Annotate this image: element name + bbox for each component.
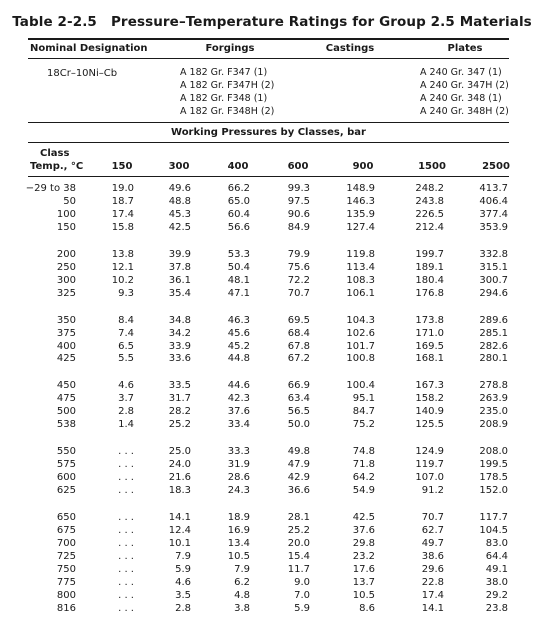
table-row (0, 406, 544, 419)
pressure-cell: 48.8 (168, 195, 191, 207)
pressure-cell: 23.8 (485, 602, 508, 614)
pressure-cell: 29.8 (352, 537, 375, 549)
pressure-cell: 49.8 (287, 446, 310, 458)
table-row (0, 459, 544, 472)
temperature-cell: 750 (56, 563, 76, 575)
table-row (0, 249, 544, 262)
pressure-cell: 66.2 (227, 183, 250, 194)
header-nominal: Nominal Designation (30, 43, 148, 54)
pressure-cell: 208.0 (479, 446, 508, 458)
pressure-cell: 3.5 (175, 589, 191, 601)
pressure-cell: 17.6 (352, 563, 375, 575)
pressure-cell: 44.6 (227, 380, 250, 392)
table-row (0, 275, 544, 288)
pressure-cell: 140.9 (415, 406, 444, 418)
pressure-cell: 68.4 (287, 327, 310, 339)
temperature-cell: 625 (56, 485, 76, 497)
pressure-cell: . . . (118, 524, 134, 536)
class-header: 2500 (482, 161, 510, 172)
temperature-cell: 650 (56, 512, 76, 523)
pressure-cell: 124.9 (415, 446, 444, 458)
pressure-cell: 54.9 (352, 485, 375, 497)
pressure-cell: . . . (118, 472, 134, 484)
pressure-cell: 119.8 (346, 248, 375, 260)
header-plates: Plates (447, 43, 483, 54)
pressure-cell: 34.8 (168, 314, 191, 326)
pressure-cell: 199.5 (479, 459, 508, 471)
pressure-cell: 9.0 (294, 576, 310, 588)
pressure-cell: 99.3 (287, 183, 310, 194)
pressure-cell: 47.1 (227, 287, 250, 299)
pressure-cell: 64.2 (352, 472, 375, 484)
pressure-cell: 406.4 (479, 195, 508, 207)
temperature-cell: 550 (56, 446, 76, 458)
pressure-cell: 106.1 (346, 287, 375, 299)
pressure-cell: . . . (118, 589, 134, 601)
table-row (0, 262, 544, 275)
table-title: Pressure–Temperature Ratings for Group 2.5 Materials (110, 14, 532, 30)
pressure-cell: 13.7 (352, 576, 375, 588)
temp-label: Temp., °C (30, 161, 84, 172)
pressure-cell: 180.4 (415, 274, 444, 286)
pressure-cell: 33.4 (227, 419, 250, 431)
temperature-cell: 775 (56, 576, 76, 588)
pressure-cell: 18.9 (227, 512, 250, 523)
pressure-cell: 5.5 (118, 353, 134, 365)
class-headers (0, 161, 544, 174)
pressure-cell: 11.7 (287, 563, 310, 575)
pressure-cell: 24.3 (227, 485, 250, 497)
table-row (0, 472, 544, 485)
temperature-cell: 538 (56, 419, 76, 431)
plates-item: A 240 Gr. 347 (1) (420, 67, 502, 78)
pressure-cell: 19.0 (111, 183, 134, 194)
class-label: Class (40, 148, 70, 159)
pressure-cell: 45.2 (227, 340, 250, 352)
pressure-cell: 14.1 (168, 512, 191, 523)
header-castings: Castings (325, 43, 375, 54)
table-row (0, 341, 544, 354)
pressure-cell: 18.3 (168, 485, 191, 497)
pressure-cell: 7.4 (118, 327, 134, 339)
table-row (0, 315, 544, 328)
temperature-cell: 100 (56, 208, 76, 220)
pressure-cell: 49.6 (168, 183, 191, 194)
temperature-cell: 575 (56, 459, 76, 471)
temperature-cell: 375 (56, 327, 76, 339)
pressure-cell: 148.9 (346, 183, 375, 194)
pressure-cell: 113.4 (346, 261, 375, 273)
pressure-cell: 70.7 (287, 287, 310, 299)
pressure-cell: 125.5 (415, 419, 444, 431)
pressure-cell: 282.6 (479, 340, 508, 352)
pressure-cell: 64.4 (485, 550, 508, 562)
pressure-cell: 33.6 (168, 353, 191, 365)
pressure-cell: 62.7 (421, 524, 444, 536)
pressure-cell: 28.1 (287, 512, 310, 523)
pressure-cell: . . . (118, 512, 134, 523)
pressure-cell: 235.0 (479, 406, 508, 418)
pressure-cell: 101.7 (346, 340, 375, 352)
table-row (0, 380, 544, 393)
pressure-cell: 212.4 (415, 221, 444, 233)
nominal-designation: 18Cr–10Ni–Cb (47, 68, 118, 79)
pressure-cell: 2.8 (175, 602, 191, 614)
pressure-cell: 36.6 (287, 485, 310, 497)
pressure-cell: 285.1 (479, 327, 508, 339)
pressure-cell: 71.8 (352, 459, 375, 471)
pressure-cell: 332.8 (479, 248, 508, 260)
pressure-cell: 5.9 (175, 563, 191, 575)
forgings-item: A 182 Gr. F348H (2) (180, 105, 275, 117)
table-row (0, 577, 544, 590)
pressure-cell: 56.6 (227, 221, 250, 233)
pressure-cell: 49.1 (485, 563, 508, 575)
pressure-cell: 72.2 (287, 274, 310, 286)
forgings-item: A 182 Gr. F348 (1) (180, 92, 268, 104)
pressure-cell: 84.9 (287, 221, 310, 233)
table-row (0, 564, 544, 577)
pressure-cell: 1.4 (118, 419, 134, 431)
pressure-cell: 49.7 (421, 537, 444, 549)
pressure-cell: 22.8 (421, 576, 444, 588)
pressure-cell: 38.0 (485, 576, 508, 588)
pressure-cell: 75.6 (287, 261, 310, 273)
forgings-item: A 182 Gr. F347H (2) (180, 79, 275, 91)
pressure-cell: . . . (118, 563, 134, 575)
table-row (0, 419, 544, 432)
table-row (0, 446, 544, 459)
pressure-cell: 127.4 (346, 221, 375, 233)
pressure-cell: 171.0 (415, 327, 444, 339)
pressure-cell: 35.4 (168, 287, 191, 299)
pressure-cell: 353.9 (479, 221, 508, 233)
pressure-cell: 95.1 (352, 393, 375, 405)
pressure-cell: 37.6 (227, 406, 250, 418)
pressure-cell: 10.5 (352, 589, 375, 601)
table-row (0, 538, 544, 551)
temperature-cell: 600 (56, 472, 76, 484)
pressure-cell: . . . (118, 537, 134, 549)
temperature-cell: 325 (56, 287, 76, 299)
pressure-cell: 38.6 (421, 550, 444, 562)
plates-item: A 240 Gr. 347H (2) (420, 79, 509, 91)
pressure-cell: 12.1 (111, 261, 134, 273)
pressure-cell: 107.0 (415, 472, 444, 484)
pressure-cell: 56.5 (287, 406, 310, 418)
plates-item: A 240 Gr. 348 (1) (420, 92, 502, 104)
pressure-cell: 9.3 (118, 287, 134, 299)
pressure-cell: . . . (118, 485, 134, 497)
temperature-cell: 475 (56, 393, 76, 405)
pressure-cell: 13.8 (111, 248, 134, 260)
section-rule-bottom (28, 142, 509, 143)
temperature-cell: −29 to 38 (25, 183, 76, 194)
pressure-cell: 25.2 (168, 419, 191, 431)
pressure-cell: 248.2 (415, 183, 444, 194)
table-row (0, 603, 544, 616)
class-header: 600 (287, 161, 309, 172)
pressure-cell: 79.9 (287, 248, 310, 260)
header-forgings: Forgings (205, 43, 255, 54)
pressure-cell: 31.7 (168, 393, 191, 405)
pressure-cell: 20.0 (287, 537, 310, 549)
temperature-cell: 700 (56, 537, 76, 549)
pressure-cell: 4.8 (234, 589, 250, 601)
pressure-cell: 178.5 (479, 472, 508, 484)
header-rule (28, 58, 509, 59)
table-row (0, 353, 544, 366)
temperature-cell: 400 (56, 340, 76, 352)
pressure-cell: 4.6 (175, 576, 191, 588)
pressure-cell: 29.2 (485, 589, 508, 601)
pressure-cell: 3.8 (234, 602, 250, 614)
plates-item: A 240 Gr. 348H (2) (420, 105, 509, 117)
temperature-cell: 675 (56, 524, 76, 536)
pressure-cell: 66.9 (287, 380, 310, 392)
pressure-cell: 7.9 (234, 563, 250, 575)
temperature-cell: 425 (56, 353, 76, 365)
pressure-cell: 42.5 (168, 221, 191, 233)
temperature-cell: 300 (56, 274, 76, 286)
forgings-item: A 182 Gr. F347 (1) (180, 67, 268, 78)
pressure-cell: 67.2 (287, 353, 310, 365)
pressure-cell: 173.8 (415, 314, 444, 326)
temperature-cell: 725 (56, 550, 76, 562)
table-row (0, 183, 544, 196)
pressure-cell: 91.2 (421, 485, 444, 497)
pressure-cell: 53.3 (227, 248, 250, 260)
pressure-cell: 5.9 (294, 602, 310, 614)
pressure-cell: 294.6 (479, 287, 508, 299)
pressure-cell: 17.4 (421, 589, 444, 601)
temperature-cell: 200 (56, 248, 76, 260)
pressure-cell: 23.2 (352, 550, 375, 562)
pressure-cell: 39.9 (168, 248, 191, 260)
pressure-cell: 10.1 (168, 537, 191, 549)
pressure-cell: 119.7 (415, 459, 444, 471)
pressure-cell: 18.7 (111, 195, 134, 207)
pressure-cell: 25.0 (168, 446, 191, 458)
class-header: 1500 (418, 161, 446, 172)
temperature-cell: 816 (56, 602, 76, 614)
pressure-cell: 104.3 (346, 314, 375, 326)
table-row (0, 485, 544, 498)
class-header: 900 (352, 161, 374, 172)
pressure-cell: 45.6 (227, 327, 250, 339)
pressure-cell: 48.1 (227, 274, 250, 286)
pressure-cell: 33.3 (227, 446, 250, 458)
pressure-cell: 13.4 (227, 537, 250, 549)
pressure-cell: . . . (118, 446, 134, 458)
table-row (0, 222, 544, 235)
pressure-cell: 3.7 (118, 393, 134, 405)
pressure-cell: 34.2 (168, 327, 191, 339)
class-header: 300 (168, 161, 190, 172)
pressure-cell: 50.0 (287, 419, 310, 431)
table-row (0, 590, 544, 603)
page-title (0, 14, 544, 30)
pressure-cell: 413.7 (479, 183, 508, 194)
pressure-cell: 28.6 (227, 472, 250, 484)
section-title: Working Pressures by Classes, bar (171, 127, 366, 138)
pressure-cell: 33.5 (168, 380, 191, 392)
pressure-cell: 104.5 (479, 524, 508, 536)
pressure-cell: 74.8 (352, 446, 375, 458)
pressure-cell: 65.0 (227, 195, 250, 207)
pressure-cell: 8.4 (118, 314, 134, 326)
pressure-cell: 15.4 (287, 550, 310, 562)
pressure-cell: 42.5 (352, 512, 375, 523)
table-row (0, 288, 544, 301)
pressure-cell: 47.9 (287, 459, 310, 471)
pressure-cell: 33.9 (168, 340, 191, 352)
pressure-cell: 37.8 (168, 261, 191, 273)
pressure-cell: 226.5 (415, 208, 444, 220)
pressure-cell: 69.5 (287, 314, 310, 326)
temperature-cell: 250 (56, 261, 76, 273)
pressure-cell: 289.6 (479, 314, 508, 326)
pressure-cell: 31.9 (227, 459, 250, 471)
temperature-cell: 800 (56, 589, 76, 601)
pressure-cell: 97.5 (287, 195, 310, 207)
pressure-cell: 24.0 (168, 459, 191, 471)
pressure-cell: 158.2 (415, 393, 444, 405)
pressure-cell: 12.4 (168, 524, 191, 536)
pressure-cell: 168.1 (415, 353, 444, 365)
pressure-cell: 75.2 (352, 419, 375, 431)
temperature-cell: 450 (56, 380, 76, 392)
temperature-cell: 350 (56, 314, 76, 326)
pressure-cell: 83.0 (485, 537, 508, 549)
pressure-cell: 36.1 (168, 274, 191, 286)
pressure-cell: 189.1 (415, 261, 444, 273)
pressure-cell: 167.3 (415, 380, 444, 392)
pressure-cell: 176.8 (415, 287, 444, 299)
plates-list (420, 67, 509, 119)
table-row (0, 512, 544, 525)
pressure-cell: 263.9 (479, 393, 508, 405)
pressure-cell: 70.7 (421, 512, 444, 523)
table-row (0, 328, 544, 341)
table-row (0, 525, 544, 538)
pressure-cell: 50.4 (227, 261, 250, 273)
pressure-cell: 8.6 (359, 602, 375, 614)
table-number: Table 2-2.5 (12, 14, 97, 30)
pressure-cell: 17.4 (111, 208, 134, 220)
pressure-cell: 108.3 (346, 274, 375, 286)
temperature-cell: 50 (63, 195, 76, 207)
pressure-cell: 7.0 (294, 589, 310, 601)
pressure-cell: . . . (118, 576, 134, 588)
pressure-cell: 146.3 (346, 195, 375, 207)
pressure-cell: 14.1 (421, 602, 444, 614)
pressure-cell: 10.2 (111, 274, 134, 286)
pressure-cell: 63.4 (287, 393, 310, 405)
pressure-cell: 37.6 (352, 524, 375, 536)
pressure-cell: 16.9 (227, 524, 250, 536)
class-header: 150 (111, 161, 133, 172)
pressure-cell: 46.3 (227, 314, 250, 326)
pressure-cell: 42.9 (287, 472, 310, 484)
pressure-cell: 42.3 (227, 393, 250, 405)
pressure-cell: 84.7 (352, 406, 375, 418)
pressure-cell: 280.1 (479, 353, 508, 365)
pressure-cell: 67.8 (287, 340, 310, 352)
top-rule (28, 38, 509, 40)
pressure-cell: 29.6 (421, 563, 444, 575)
table-row (0, 393, 544, 406)
pressure-cell: 278.8 (479, 380, 508, 392)
pressure-cell: 10.5 (227, 550, 250, 562)
pressure-cell: . . . (118, 550, 134, 562)
pressure-cell: 25.2 (287, 524, 310, 536)
pressure-cell: 100.8 (346, 353, 375, 365)
columns-rule (28, 176, 509, 177)
pressure-cell: 6.2 (234, 576, 250, 588)
pressure-cell: 315.1 (479, 261, 508, 273)
temperature-cell: 500 (56, 406, 76, 418)
temperature-cell: 150 (56, 221, 76, 233)
pressure-cell: 44.8 (227, 353, 250, 365)
pressure-cell: 208.9 (479, 419, 508, 431)
pressure-cell: 377.4 (479, 208, 508, 220)
pressure-cell: 21.6 (168, 472, 191, 484)
pressure-cell: 199.7 (415, 248, 444, 260)
class-header: 400 (227, 161, 249, 172)
pressure-cell: 90.6 (287, 208, 310, 220)
pressure-cell: 60.4 (227, 208, 250, 220)
forgings-list (180, 67, 274, 119)
pressure-cell: 117.7 (479, 512, 508, 523)
pressure-cell: . . . (118, 459, 134, 471)
section-rule-top (28, 122, 509, 123)
table-row (0, 196, 544, 209)
pressure-cell: 152.0 (479, 485, 508, 497)
pressure-cell: . . . (118, 602, 134, 614)
pressure-cell: 45.3 (168, 208, 191, 220)
pressure-cell: 6.5 (118, 340, 134, 352)
table-row (0, 209, 544, 222)
pressure-cell: 102.6 (346, 327, 375, 339)
pressure-cell: 300.7 (479, 274, 508, 286)
pressure-cell: 169.5 (415, 340, 444, 352)
pressure-cell: 7.9 (175, 550, 191, 562)
pressure-cell: 28.2 (168, 406, 191, 418)
pressure-cell: 4.6 (118, 380, 134, 392)
pressure-cell: 15.8 (111, 221, 134, 233)
pressure-cell: 243.8 (415, 195, 444, 207)
table-row (0, 551, 544, 564)
pressure-cell: 2.8 (118, 406, 134, 418)
pressure-cell: 135.9 (346, 208, 375, 220)
pressure-cell: 100.4 (346, 380, 375, 392)
